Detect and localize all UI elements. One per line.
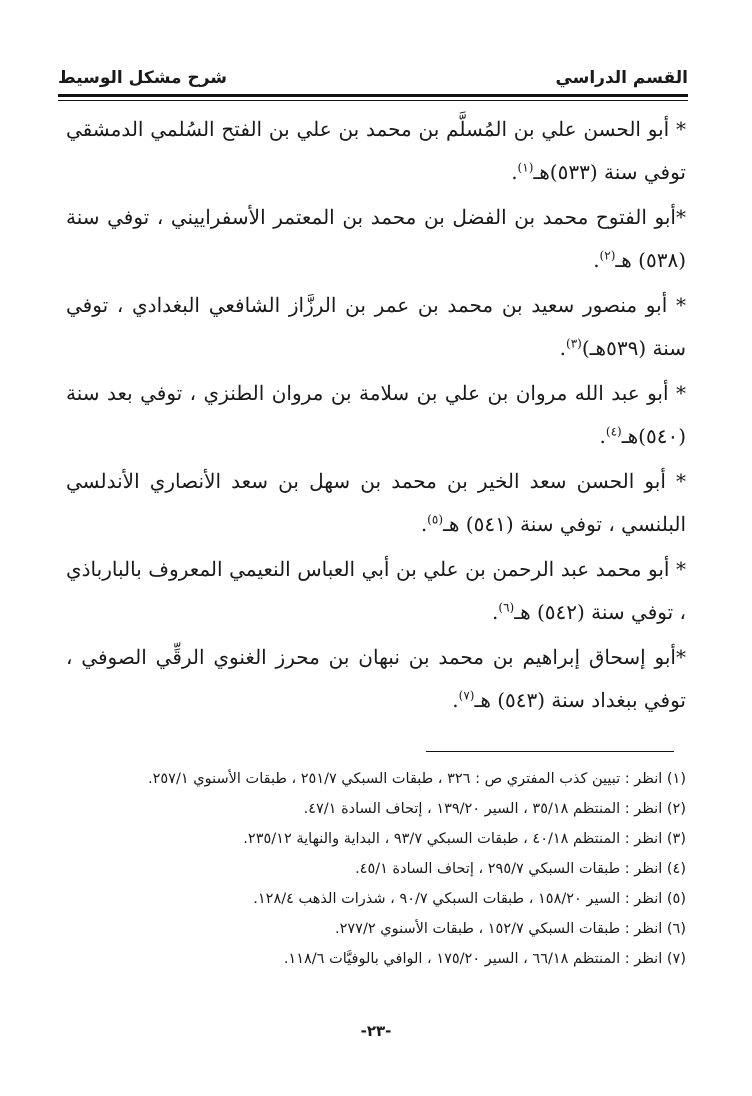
entry-text: * أبو الحسن سعد الخير بن محمد بن سهل بن سعد الأنصاري الأندلسي البلنسي ، توفي سنة (٥٤١) هـ [66, 469, 686, 536]
footnote: (٣) انظر : المنتظم ٤٠/١٨ ، طبقات السبكي ٩٣/٧ ، البداية والنهاية ٢٣٥/١٢. [243, 831, 686, 847]
scholar-entry [66, 460, 686, 546]
scholar-entry [66, 108, 686, 194]
entry-end: . [511, 160, 518, 184]
footnote: (٥) انظر : السير ١٥٨/٢٠ ، طبقات السبكي ٩٠/٧ ، شذرات الذهب ١٢٨/٤. [253, 891, 686, 907]
entry-end: . [420, 512, 428, 536]
scholar-entry [66, 636, 686, 722]
entry-end: . [452, 688, 459, 712]
footnote-marker: (٦) [498, 600, 515, 615]
header-rule-thin [58, 100, 688, 101]
footnote: (٧) انظر : المنتظم ٦٦/١٨ ، السير ١٧٥/٢٠ ، الوافي بالوفيَّات ١١٨/٦. [283, 951, 686, 967]
footnote: (٦) انظر : طبقات السبكي ١٥٢/٧ ، طبقات الأسنوي ٢٧٧/٢. [335, 921, 686, 937]
scholar-list [66, 108, 686, 724]
entry-text: * أبو الحسن علي بن المُسلَّم بن محمد بن علي بن الفتح السُلمي الدمشقي توفي سنة (٥٣٣)هـ [66, 117, 686, 184]
book-title: شرح مشكل الوسيط [58, 68, 227, 88]
scholar-entry [66, 284, 686, 370]
entry-text: *أبو إسحاق إبراهيم بن محمد بن نبهان بن محرز الغنوي الرقِّي الصوفي ، توفي ببغداد سنة (٥٤٣) هـ [66, 645, 686, 712]
entry-end: . [599, 424, 606, 448]
scholar-entry [66, 548, 686, 634]
entry-end: . [492, 600, 499, 624]
footnote-marker: (٢) [599, 248, 616, 263]
footnotes [70, 764, 686, 974]
entry-text: * أبو محمد عبد الرحمن بن علي بن أبي العباس النعيمي المعروف بالبارباذي ، توفي سنة (٥٤٢) هـ [66, 557, 686, 624]
footnote: (٢) انظر : المنتظم ٣٥/١٨ ، السير ١٣٩/٢٠ ، إتحاف السادة ٤٧/١. [303, 801, 686, 817]
entry-text: * أبو منصور سعيد بن محمد بن عمر بن الرزَّاز الشافعي البغدادي ، توفي سنة (٥٣٩هـ) [66, 293, 686, 360]
header-rule-thick [58, 94, 688, 97]
footnote: (٤) انظر : طبقات السبكي ٢٩٥/٧ ، إتحاف السادة ٤٥/١. [355, 861, 686, 877]
footnote-separator [426, 751, 674, 752]
scholar-entry [66, 372, 686, 458]
entry-end: . [559, 336, 567, 360]
section-title: القسم الدراسي [555, 68, 688, 88]
entry-text: *أبو الفتوح محمد بن الفضل بن محمد بن المعتمر الأسفراييني ، توفي سنة (٥٣٨) هـ [66, 205, 686, 272]
footnote-marker: (٥) [427, 512, 443, 527]
footnote-marker: (٤) [605, 424, 622, 439]
scholar-entry [66, 196, 686, 282]
footnote: (١) انظر : تبيين كذب المفتري ص : ٣٢٦ ، طبقات السبكي ٢٥١/٧ ، طبقات الأسنوي ٢٥٧/١. [148, 771, 686, 787]
footnote-marker: (٣) [566, 336, 582, 351]
entry-end: . [593, 248, 600, 272]
entry-text: * أبو عبد الله مروان بن علي بن سلامة بن مروان الطنزي ، توفي بعد سنة (٥٤٠)هـ [66, 381, 686, 448]
page-number: -٢٣- [360, 1022, 392, 1040]
footnote-marker: (٧) [458, 688, 475, 703]
running-header [58, 60, 688, 88]
footnote-marker: (١) [517, 160, 534, 175]
